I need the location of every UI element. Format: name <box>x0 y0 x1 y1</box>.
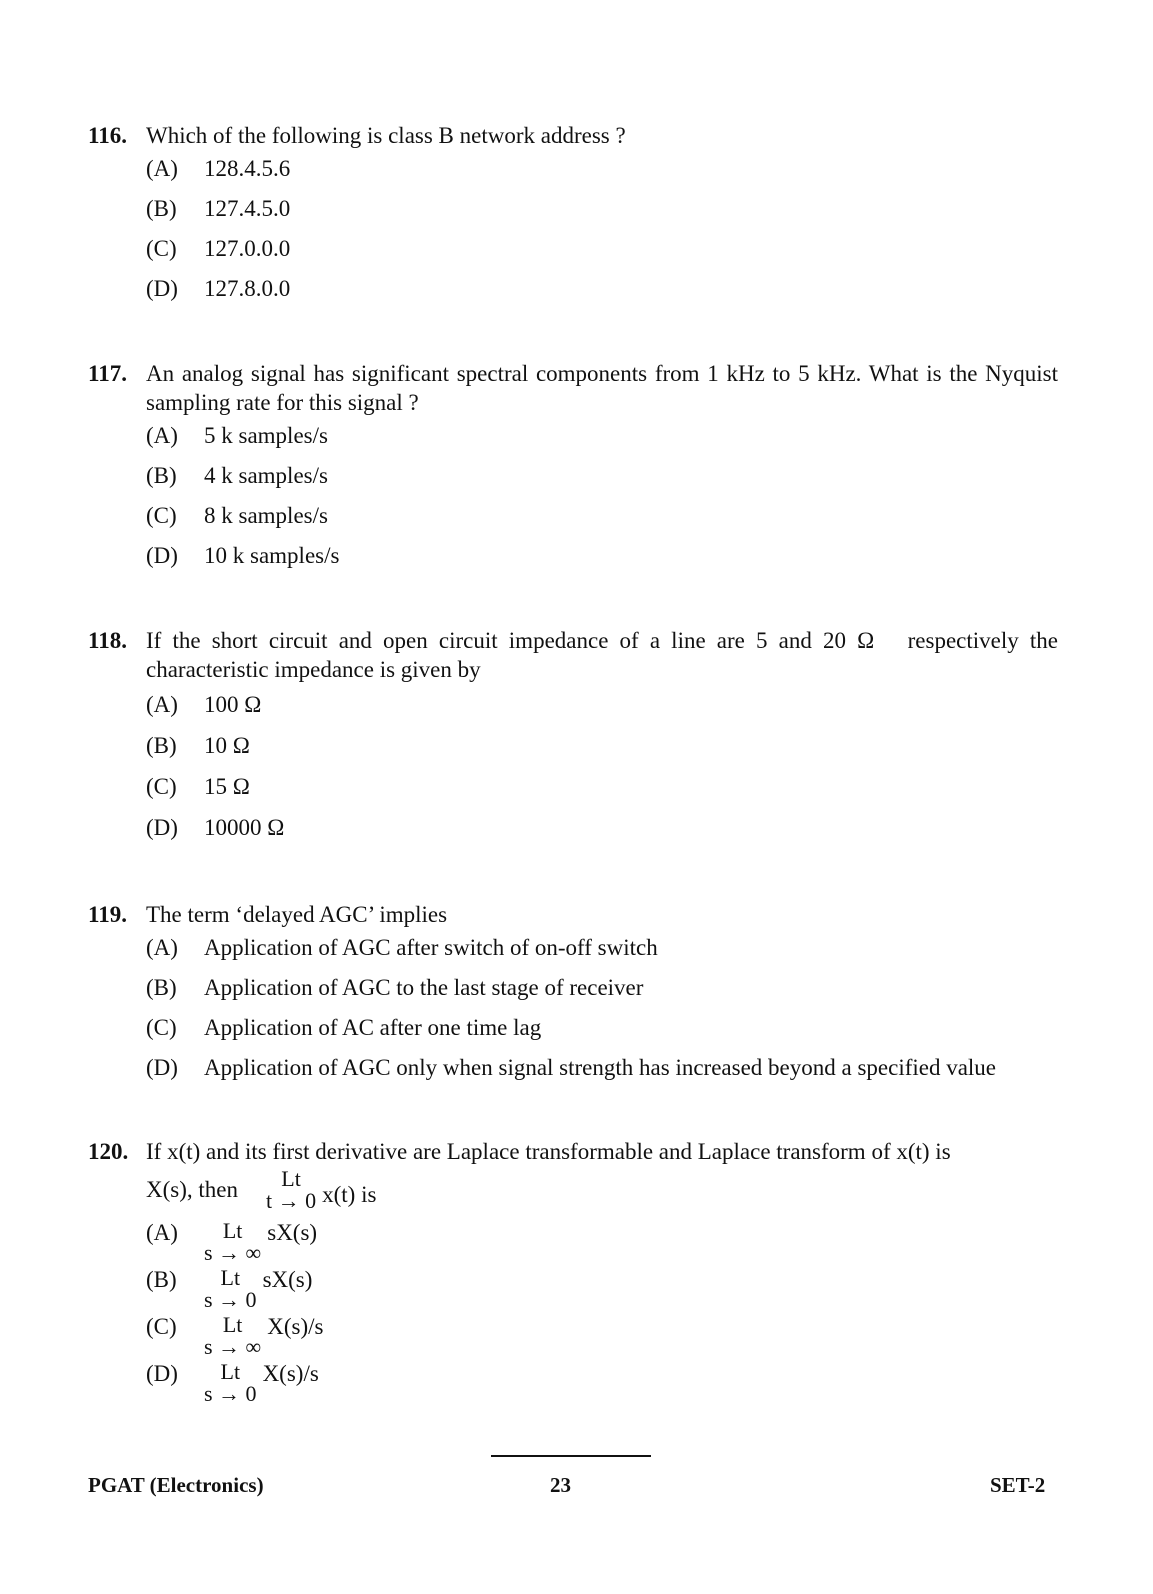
limit-expression <box>204 1361 257 1405</box>
option-c[interactable] <box>146 1015 1058 1055</box>
option-d[interactable] <box>146 276 1058 316</box>
limit-expression <box>204 1220 261 1264</box>
option-text: 15 Ω <box>204 774 250 799</box>
option-text: 10 k samples/s <box>204 543 340 568</box>
option-b[interactable] <box>146 463 1058 503</box>
footer-exam-name: PGAT (Electronics) <box>88 1473 264 1497</box>
option-label: (B) <box>146 463 177 488</box>
option-label: (A) <box>146 935 178 960</box>
option-label: (D) <box>146 276 178 301</box>
footer-page-number: 23 <box>550 1473 571 1497</box>
limit-expression <box>204 1267 257 1311</box>
option-expression: X(s)/s <box>262 1361 319 1386</box>
question-text: Which of the following is class B network address ? <box>146 123 626 148</box>
option-label: (A) <box>146 156 178 181</box>
options-list <box>146 935 1058 1095</box>
option-label: (C) <box>146 1314 177 1339</box>
option-label: (B) <box>146 733 177 758</box>
option-label: (A) <box>146 692 178 717</box>
option-text: Application of AGC after switch of on-off switch <box>204 935 658 960</box>
limit-operator: Lt <box>281 1166 301 1191</box>
limit-subscript: s → ∞ <box>204 1334 262 1359</box>
option-label: (D) <box>146 1361 178 1386</box>
question-text: If x(t) and its first derivative are Laplace transformable and Laplace transform of x(t) is <box>146 1139 951 1164</box>
question-120 <box>88 1137 1058 1408</box>
option-text: 5 k samples/s <box>204 423 328 448</box>
option-expression: sX(s) <box>267 1220 318 1245</box>
limit-subscript: s → 0 <box>204 1381 257 1406</box>
option-label: (C) <box>146 774 177 799</box>
question-text-pre: X(s), then <box>146 1177 238 1202</box>
options-list <box>146 156 1058 316</box>
option-expression: X(s)/s <box>267 1314 324 1339</box>
limit-subscript: t → 0 <box>265 1188 317 1213</box>
option-text: 127.0.0.0 <box>204 236 291 261</box>
question-117 <box>88 359 1058 583</box>
option-text: 4 k samples/s <box>204 463 328 488</box>
option-label: (C) <box>146 236 177 261</box>
option-text: Application of AC after one time lag <box>204 1015 542 1040</box>
option-c[interactable] <box>146 503 1058 543</box>
limit-expression <box>266 1168 316 1212</box>
footer-set-label: SET-2 <box>990 1473 1046 1497</box>
option-c[interactable] <box>146 1314 1058 1361</box>
option-a[interactable] <box>146 935 1058 975</box>
option-text: 127.8.0.0 <box>204 276 291 301</box>
option-text: 10000 Ω <box>204 815 285 840</box>
option-a[interactable] <box>146 423 1058 463</box>
limit-subscript: s → 0 <box>204 1287 257 1312</box>
option-c[interactable] <box>146 236 1058 276</box>
option-label: (C) <box>146 503 177 528</box>
question-number: 119. <box>88 902 127 927</box>
footer-divider <box>491 1455 651 1457</box>
option-a[interactable] <box>146 1220 1058 1267</box>
question-118 <box>88 626 1064 856</box>
question-text-post: x(t) is <box>322 1182 377 1207</box>
option-text: 10 Ω <box>204 733 250 758</box>
option-d[interactable] <box>146 1055 1058 1095</box>
question-text: The term ‘delayed AGC’ implies <box>146 902 448 927</box>
option-text: 128.4.5.6 <box>204 156 291 181</box>
question-number: 117. <box>88 361 127 386</box>
option-label: (C) <box>146 1015 177 1040</box>
option-a[interactable] <box>146 692 1058 733</box>
limit-operator: Lt <box>220 1359 241 1384</box>
option-label: (B) <box>146 975 177 1000</box>
question-text-line2 <box>146 1166 1058 1214</box>
question-text: An analog signal has significant spectral components from 1 kHz to 5 kHz. What is the Nyquist sampling rate for this signal ? <box>146 361 1058 415</box>
option-a[interactable] <box>146 156 1058 196</box>
option-text: 100 Ω <box>204 692 262 717</box>
option-text: 127.4.5.0 <box>204 196 291 221</box>
question-text: If the short circuit and open circuit impedance of a line are 5 and 20 Ω respectively the characteristic impedance is given by <box>146 628 1064 682</box>
option-label: (D) <box>146 1055 178 1080</box>
option-b[interactable] <box>146 196 1058 236</box>
option-b[interactable] <box>146 975 1058 1015</box>
option-text: Application of AGC only when signal strength has increased beyond a specified value <box>204 1055 997 1080</box>
limit-operator: Lt <box>222 1218 243 1243</box>
limit-operator: Lt <box>222 1312 243 1337</box>
question-116 <box>88 121 1058 316</box>
option-text: Application of AGC to the last stage of receiver <box>204 975 644 1000</box>
option-label: (A) <box>146 1220 178 1245</box>
option-label: (A) <box>146 423 178 448</box>
options-list <box>146 1220 1058 1408</box>
option-c[interactable] <box>146 774 1058 815</box>
question-number: 120. <box>88 1139 129 1164</box>
question-number: 116. <box>88 123 127 148</box>
options-list <box>146 692 1058 856</box>
option-d[interactable] <box>146 1361 1058 1408</box>
limit-expression <box>204 1314 261 1358</box>
option-label: (B) <box>146 196 177 221</box>
option-b[interactable] <box>146 733 1058 774</box>
question-number: 118. <box>88 628 127 653</box>
option-d[interactable] <box>146 815 1058 856</box>
options-list <box>146 423 1058 583</box>
option-label: (B) <box>146 1267 177 1292</box>
option-text: 8 k samples/s <box>204 503 328 528</box>
limit-operator: Lt <box>220 1265 241 1290</box>
option-b[interactable] <box>146 1267 1058 1314</box>
limit-subscript: s → ∞ <box>204 1240 262 1265</box>
question-119 <box>88 900 1058 1095</box>
option-label: (D) <box>146 543 178 568</box>
option-expression: sX(s) <box>262 1267 313 1292</box>
option-d[interactable] <box>146 543 1058 583</box>
option-label: (D) <box>146 815 178 840</box>
